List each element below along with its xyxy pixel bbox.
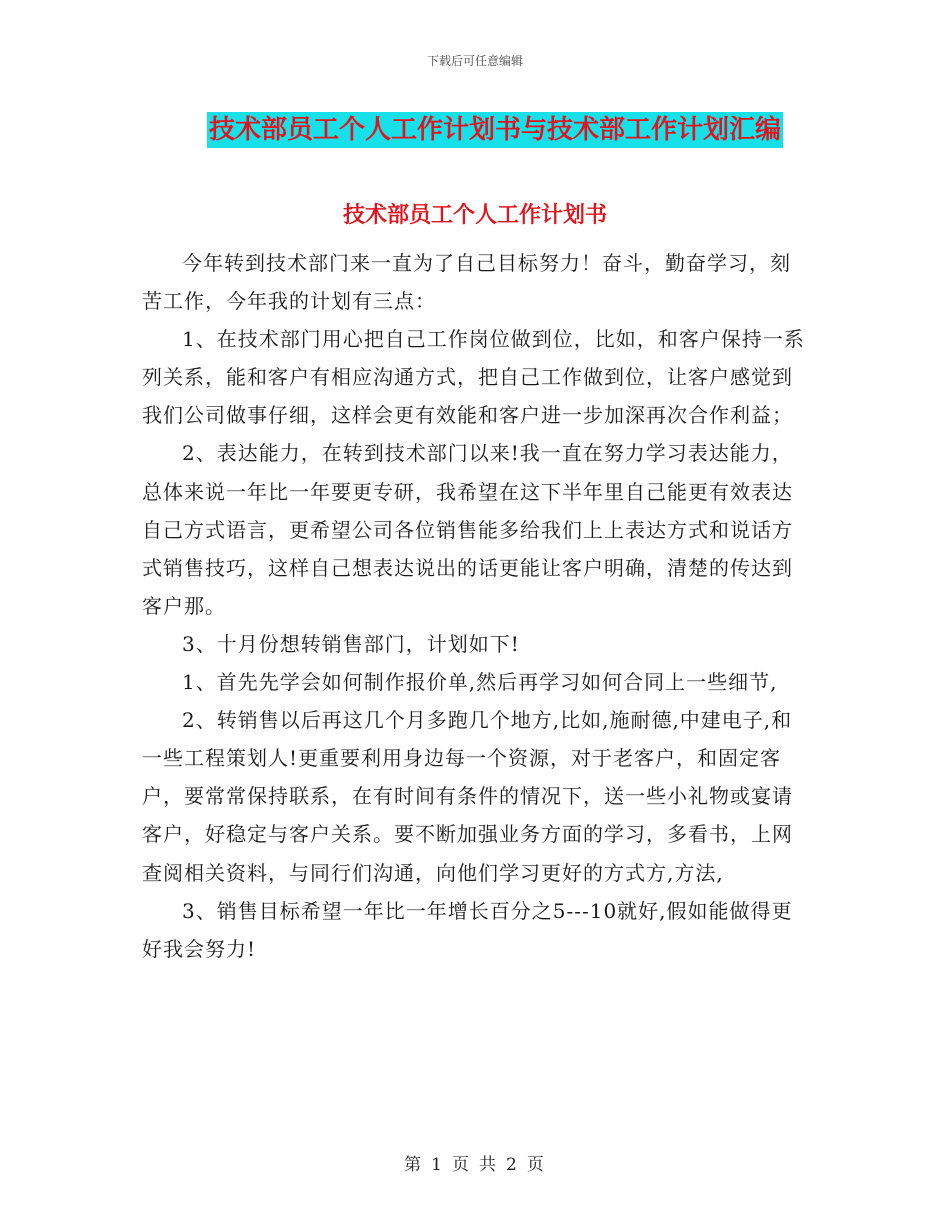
paragraph: 2、表达能力，在转到技术部门以来!我一直在努力学习表达能力，总体来说一年比一年要更专研，我希望在这下半年里自己能更有效表达自己方式语言，更希望公司各位销售能多给我们上上表达方式和说话方式销售技巧，这样自己想表达说出的话更能让客户明确，清楚的传达到客户那。 — [142, 441, 793, 618]
paragraph: 2、转销售以后再这几个月多跑几个地方,比如,施耐德,中建电子,和一些工程策划人!更重要利用身边每一个资源，对于老客户，和固定客户，要常常保持联系，在有时间有条件的情况下，送一些小礼物或宴请客户，好稳定与客户关系。要不断加强业务方面的学习，多看书，上网查阅相关资料，与同行们沟通，向他们学习更好的方式方,方法, — [142, 708, 793, 885]
page-footer — [0, 1150, 950, 1175]
paragraph: 今年转到技术部门来一直为了自己目标努力！奋斗，勤奋学习，刻苦工作，今年我的计划有三点： — [142, 251, 791, 314]
footer-current-page: 1 — [431, 1155, 444, 1175]
footer-label-ye2: 页 — [526, 1155, 546, 1175]
paragraph: 3、十月份想转销售部门，计划如下! — [182, 631, 520, 656]
header-note: 下载后可任意编辑 — [426, 54, 523, 68]
footer-total-pages: 2 — [506, 1155, 519, 1175]
document-main-title: 技术部员工个人工作计划书与技术部工作计划汇编 — [207, 112, 783, 148]
footer-label-ye: 页 — [452, 1155, 471, 1175]
footer-label-total: 共 — [479, 1155, 498, 1175]
document-sub-title: 技术部员工个人工作计划书 — [342, 203, 607, 228]
paragraph: 1、在技术部门用心把自己工作岗位做到位，比如，和客户保持一系列关系，能和客户有相应沟通方式，把自己工作做到位，让客户感觉到我们公司做事仔细，这样会更有效能和客户进一步加深再次合作利益； — [142, 327, 805, 428]
footer-label-page: 第 — [404, 1155, 424, 1175]
paragraph: 1、首先先学会如何制作报价单,然后再学习如何合同上一些细节, — [182, 670, 778, 695]
paragraph: 3、销售目标希望一年比一年增长百分之5---10就好,假如能做得更好我会努力! — [142, 898, 793, 961]
document-body — [142, 244, 810, 968]
